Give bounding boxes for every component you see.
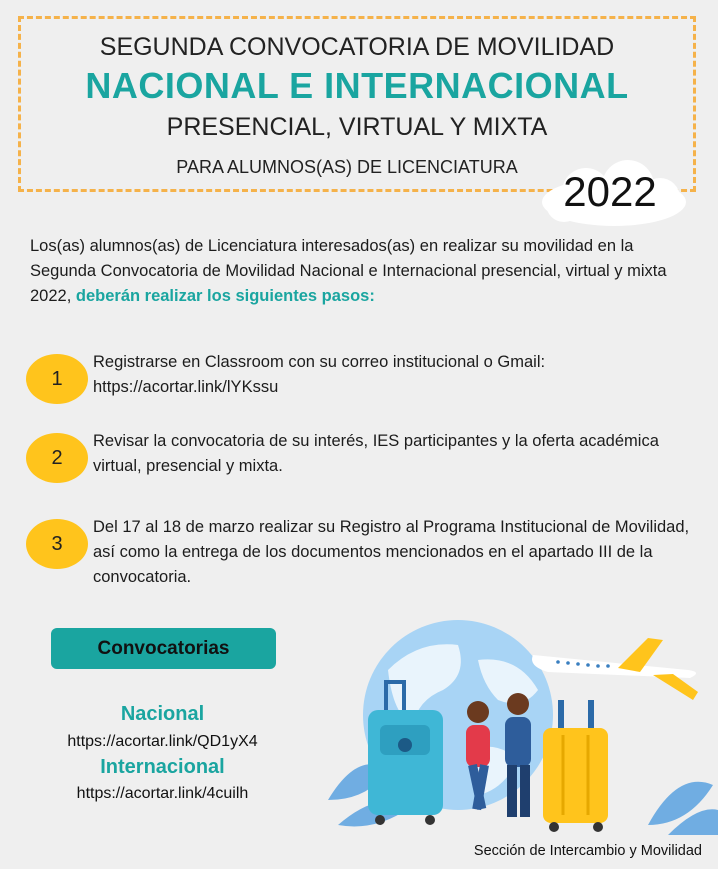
title-line-1: SEGUNDA CONVOCATORIA DE MOVILIDAD [99,33,615,61]
footer-text: Sección de Intercambio y Movilidad [473,843,702,859]
step-number-badge: 1 [26,354,88,404]
internacional-label: Internacional [100,756,225,778]
travel-illustration [318,600,718,835]
intro-text: Los(as) alumnos(as) de Licenciatura interesados(as) en realizar su movilidad en la Segunda Convocatoria de Movilidad Nacional e Internacional presencial, virtual y mixta 2022, [30,237,667,305]
step-text: Revisar la convocatoria de su interés, IES participantes y la oferta académica virtual, presencial y mixta. [93,432,659,475]
nacional-label: Nacional [120,703,205,725]
intro-highlight: deberán realizar los siguientes pasos: [75,287,375,305]
nacional-link[interactable]: https://acortar.link/QD1yX4 [67,733,258,750]
intro-paragraph [30,234,700,309]
internacional-link[interactable]: https://acortar.link/4cuilh [76,785,249,802]
step-text: Registrarse en Classroom con su correo institucional o Gmail: https://acortar.link/lYKssu [93,353,546,396]
title-line-3: PRESENCIAL, VIRTUAL Y MIXTA [166,113,548,141]
title-line-4: PARA ALUMNOS(AS) DE LICENCIATURA [176,157,518,177]
step-number-badge: 3 [26,519,88,569]
step-text: Del 17 al 18 de marzo realizar su Registro al Programa Institucional de Movilidad, así como la entrega de los documentos mencionados en el apartado III de la convocatoria. [93,518,690,586]
title-line-2: NACIONAL E INTERNACIONAL [85,65,629,106]
convocatorias-button[interactable]: Convocatorias [51,628,276,669]
year-label: 2022 [563,168,657,215]
step-number-badge: 2 [26,433,88,483]
airplane-icon [532,638,698,700]
